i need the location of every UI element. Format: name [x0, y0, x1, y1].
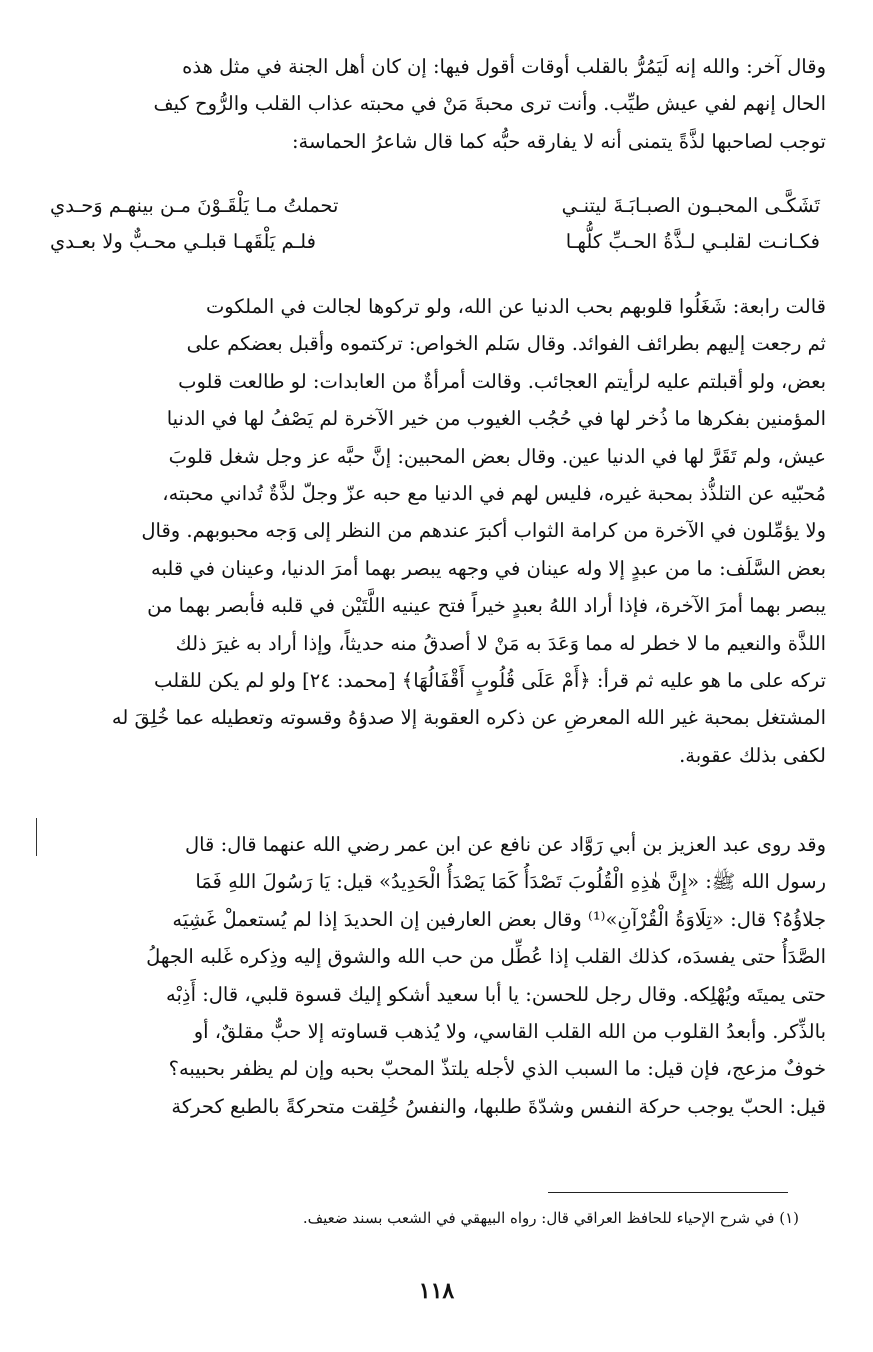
paragraph-3	[44, 826, 826, 1125]
text-line: لكفى بذلك عقوبة.	[679, 743, 826, 767]
text-line: المؤمنين بفكرها ما ذُخر لها في حُجُب الغيوب من خير الآخرة لم يَصْفُ لها في الدنيا	[166, 407, 826, 431]
text-line: يبصر بهما أمرَ الآخرة، فإذا أراد اللهُ بعبدٍ خيراً فتح عينيه اللَّتَيْن في قلبه فأبصر بهما من	[147, 594, 826, 618]
text-line: حتى يميتَه ويُهْلِكه. وقال رجل للحسن: يا أبا سعيد أشكو إليك قسوة قلبي، قال: أَذِبْه	[166, 982, 826, 1006]
verse-first-hemistich: تَشَكَّـى المحبـون الصبـابَـةَ ليتنـي	[561, 194, 820, 217]
verse-second-hemistich: فلـم يَلْقَهـا قبلـي محـبٌّ ولا بعـدي	[50, 230, 316, 253]
poem-verse	[50, 224, 820, 260]
text-line: قيل: الحبّ يوجب حركة النفس وشدّةَ طلبها، والنفسُ خُلِقت متحركةً بالطبع كحركة	[171, 1094, 826, 1118]
text-line: خوفٌ مزعج، فإن قيل: ما السبب الذي لأجله يلتذّ المحبّ بحبه وإن لم يظفر بحبيبه؟	[168, 1057, 826, 1081]
footnote: (١) في شرح الإحياء للحافظ العراقي قال: رواه البيهقي في الشعب بسند ضعيف.	[302, 1209, 799, 1227]
text-line: عيش، ولم تَقَرَّ لها في الدنيا عين. وقال بعض المحبين: إنَّ حبَّه عز وجل شغل قلوبَ	[168, 444, 826, 468]
paragraph-1	[44, 48, 826, 160]
text-line: تركه على ما هو عليه ثم قرأ: ﴿أَمْ عَلَى قُلُوبٍ أَقْفَالُهَا﴾ [محمد: ٢٤] ولو لم يكن للقلب	[154, 668, 826, 692]
text-line: مُحبّيه عن التلذُّذ بمحبة غيره، فليس لهم في الدنيا مع حبه عزّ وجلّ لذَّةٌ تُداني محبته،	[162, 481, 826, 505]
text-line: بالذِّكر. وأبعدُ القلوب من الله القلب القاسي، ولا يُذهب قساوته إلا حبٌّ مقلقٌ، أو	[193, 1019, 826, 1043]
footnote-separator	[548, 1192, 788, 1193]
text-line: ولا يؤمِّلون في الآخرة من كرامة الثواب أكبرَ عندهم من النظر إلى وَجه محبوبهم. وقال	[141, 519, 826, 543]
text-line: وقال آخر: والله إنه لَيَمُرُّ بالقلب أوقات أقول فيها: إن كان أهل الجنة في مثل هذه	[182, 55, 826, 78]
text-line: بعض، ولو أقبلتم عليه لرأيتم العجائب. وقالت أمرأةٌ من العابدات: لو طالعت قلوب	[178, 369, 826, 393]
text-line: وقد روى عبد العزيز بن أبي رَوَّاد عن نافع عن ابن عمر رضي الله عنهما قال: قال	[184, 833, 826, 856]
page-number: ١١٨	[418, 1278, 455, 1304]
text-line: بعض السَّلَف: ما من عبدٍ إلا وله عينان في وجهه يبصر بهما أمرَ الدنيا، وعينان في قلبه	[151, 556, 826, 580]
margin-marker	[36, 818, 37, 856]
text-line: رسول الله ﷺ: «إِنَّ هٰذِهِ الْقُلُوبَ تَصْدَأُ كَمَا يَصْدَأُ الْحَدِيدُ» قيل: يَا رَسُولَ اللهِ فَمَا	[195, 870, 826, 894]
poem	[50, 188, 820, 260]
text-line: الحال إنهم لفي عيش طيِّب. وأنت ترى محبةَ مَنْ في محبته عذاب القلب والرُّوح كيف	[153, 92, 826, 116]
verse-second-hemistich: تحملتُ مـا يَلْقَـوْنَ مـن بينهـم وَحـدي	[50, 194, 339, 217]
paragraph-2	[44, 288, 826, 774]
text-line: الصَّدَأُ حتى يفسدَه، كذلك القلب إذا عُطِّل من حب الله والشوق إليه وذِكره غَلبه الجهلُ	[146, 945, 826, 969]
text-line: توجب لصاحبها لذَّةً يتمنى أنه لا يفارقه حبُّه كما قال شاعرُ الحماسة:	[291, 129, 826, 153]
text-line: ثم رجعت إليهم بطرائف الفوائد. وقال سَلم الخواص: تركتموه وأقبل بعضكم على	[186, 332, 826, 356]
text-line: قالت رابعة: شَغَلُوا قلوبهم بحب الدنيا عن الله، ولو تركوها لجالت في الملكوت	[205, 295, 826, 318]
text-line: المشتغل بمحبة غير الله المعرضِ عن ذكره العقوبة إلا صدؤهُ وقسوته وتعطيله عما خُلِقَ له	[111, 706, 826, 730]
text-line: جلاؤُهُ؟ قال: «تِلَاوَةُ الْقُرْآنِ»⁽¹⁾ وقال بعض العارفين إن الحديدَ إذا لم يُستعملْ غَشِيَه	[172, 907, 826, 931]
poem-verse	[50, 188, 820, 224]
text-line: اللذَّة والنعيم ما لا خطر له مما وَعَدَ به مَنْ لا أصدقُ منه حديثاً، وإذا أراد به غيرَ ذلك	[175, 631, 826, 655]
verse-first-hemistich: فكـانـت لقلبـي لـذَّةُ الحـبِّ كلُّهـا	[565, 230, 820, 253]
